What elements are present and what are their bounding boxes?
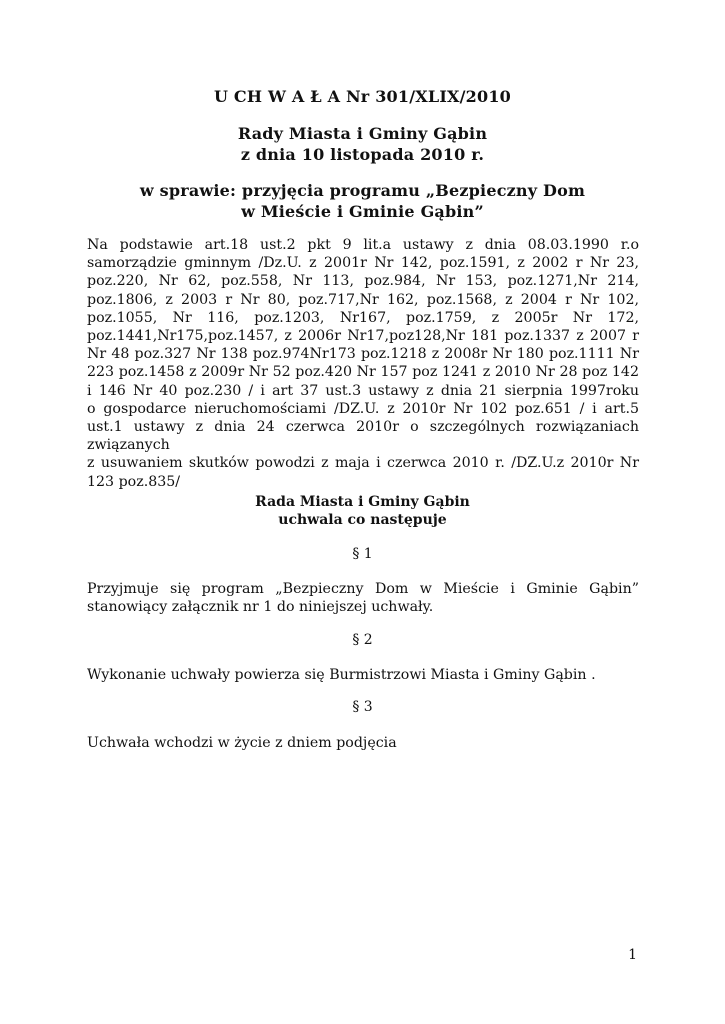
- preamble-line: z usuwaniem skutków powodzi z maja i czerwca 2010 r. /DZ.U.z 2010r Nr: [87, 455, 639, 472]
- section-line: stanowiący załącznik nr 1 do niniejszej uchwały.: [87, 599, 434, 615]
- resolution-title: U CH W A Ł A Nr 301/XLIX/2010: [214, 87, 511, 106]
- preamble-line: poz.1055, Nr 116, poz.1203, Nr167, poz.1759, z 2005r Nr 172,: [87, 309, 639, 326]
- preamble-line: samorządzie gminnym /Dz.U. z 2001r Nr 142, poz.1591, z 2002 r Nr 23,: [87, 255, 639, 272]
- preamble-line: Na podstawie art.18 ust.2 pkt 9 lit.a ustawy z dnia 08.03.1990 r.o: [87, 237, 639, 253]
- preamble-line: o gospodarce nieruchomościami /DZ.U. z 2010r Nr 102 poz.651 / i art.5: [87, 400, 639, 417]
- preamble-line: poz.1806, z 2003 r Nr 80, poz.717,Nr 162, poz.1568, z 2004 r Nr 102,: [87, 291, 639, 308]
- preamble-line: Nr 48 poz.327 Nr 138 poz.974Nr173 poz.1218 z 2008r Nr 180 poz.1111 Nr: [87, 346, 639, 363]
- section-mark-2: § 2: [352, 632, 373, 648]
- section-1-text: [87, 580, 639, 616]
- section-2-text: [87, 666, 639, 684]
- preamble-line: poz.220, Nr 62, poz.558, Nr 113, poz.984, Nr 153, poz.1271,Nr 214,: [87, 273, 639, 290]
- section-line: Przyjmuje się program „Bezpieczny Dom w Mieście i Gminie Gąbin”: [87, 581, 639, 597]
- section-3-text: [87, 734, 639, 752]
- preamble-line: 123 poz.835/: [87, 473, 181, 490]
- preamble-line: związanych: [87, 437, 170, 454]
- council-name: Rady Miasta i Gminy Gąbin: [237, 124, 488, 143]
- section-mark-1: § 1: [352, 546, 373, 562]
- preamble-line: poz.1441,Nr175,poz.1457, z 2006r Nr17,poz128,Nr 181 poz.1337 z 2007 r: [87, 328, 639, 345]
- subject-line-2: w Mieście i Gminie Gąbin”: [241, 202, 484, 221]
- resolving-clause: uchwala co następuje: [278, 512, 447, 528]
- subject-line-1: w sprawie: przyjęcia programu „Bezpieczny Dom: [139, 181, 586, 200]
- preamble-line: ust.1 ustawy z dnia 24 czerwca 2010r o szczególnych rozwiązaniach: [87, 419, 639, 436]
- legal-basis-paragraph: [87, 236, 639, 491]
- section-line: Uchwała wchodzi w życie z dniem podjęcia: [87, 735, 397, 751]
- resolving-body: Rada Miasta i Gminy Gąbin: [255, 494, 470, 510]
- resolution-date: z dnia 10 listopada 2010 r.: [240, 145, 485, 164]
- preamble-line: 223 poz.1458 z 2009r Nr 52 poz.420 Nr 157 poz 1241 z 2010 Nr 28 poz 142: [87, 364, 639, 381]
- section-mark-3: § 3: [352, 699, 373, 715]
- preamble-line: i 146 Nr 40 poz.230 / i art 37 ust.3 ustawy z dnia 21 sierpnia 1997roku: [87, 382, 639, 399]
- section-line: Wykonanie uchwały powierza się Burmistrzowi Miasta i Gminy Gąbin .: [87, 667, 596, 683]
- page-number: 1: [628, 947, 637, 963]
